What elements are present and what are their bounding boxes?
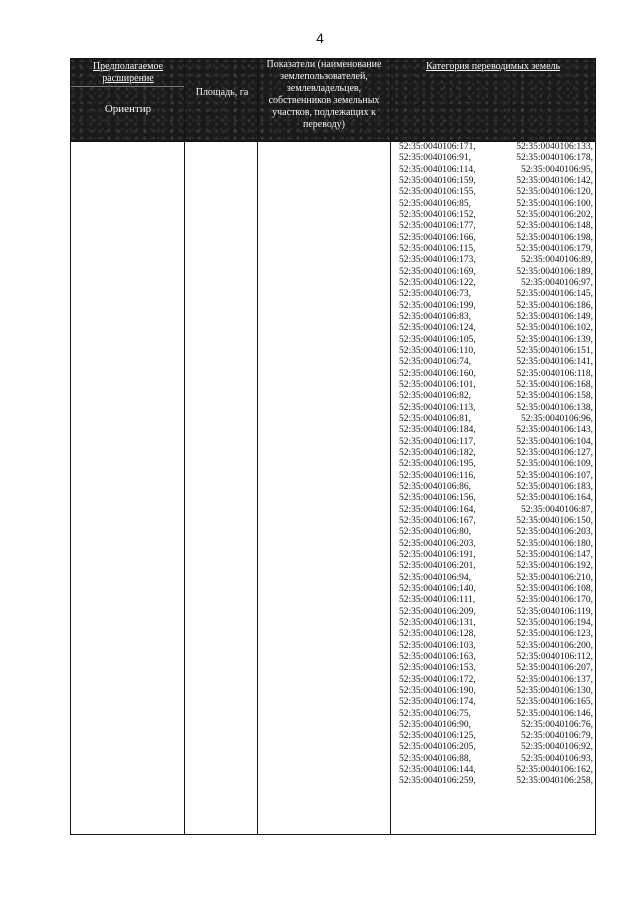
- cadastral-number-left: 52:35:0040106:164,: [399, 504, 476, 515]
- table-header: [71, 59, 595, 142]
- cadastral-number-right: 52:35:0040106:186,: [516, 300, 593, 311]
- cadastral-number-right: 52:35:0040106:151,: [516, 345, 593, 356]
- table-row: [399, 312, 593, 323]
- column-divider: [257, 59, 258, 834]
- cadastral-number-left: 52:35:0040106:140,: [399, 583, 476, 594]
- table-row: [399, 776, 593, 787]
- table-row: [399, 459, 593, 470]
- cadastral-number-right: 52:35:0040106:200,: [516, 640, 593, 651]
- table-row: [399, 493, 593, 504]
- cadastral-number-right: 52:35:0040106:203,: [516, 527, 593, 538]
- cadastral-number-right: 52:35:0040106:102,: [516, 323, 593, 334]
- cadastral-number-left: 52:35:0040106:152,: [399, 209, 476, 220]
- cadastral-number-right: 52:35:0040106:89,: [520, 255, 593, 266]
- cadastral-number-left: 52:35:0040106:111,: [399, 595, 476, 606]
- cadastral-number-right: 52:35:0040106:118,: [516, 368, 593, 379]
- table-row: [399, 720, 593, 731]
- cadastral-number-left: 52:35:0040106:156,: [399, 493, 476, 504]
- cadastral-number-right: 52:35:0040106:87,: [520, 504, 593, 515]
- cadastral-number-right: 52:35:0040106:92,: [520, 742, 593, 753]
- table-row: [399, 278, 593, 289]
- cadastral-number-right: 52:35:0040106:165,: [516, 697, 593, 708]
- cadastral-number-left: 52:35:0040106:74,: [399, 357, 472, 368]
- table-row: [399, 221, 593, 232]
- cadastral-number-right: 52:35:0040106:158,: [516, 391, 593, 402]
- table-row: [399, 471, 593, 482]
- cadastral-number-right: 52:35:0040106:164,: [516, 493, 593, 504]
- table-row: [399, 437, 593, 448]
- cadastral-number-left: 52:35:0040106:91,: [399, 153, 472, 164]
- cadastral-number-left: 52:35:0040106:166,: [399, 232, 476, 243]
- cadastral-number-left: 52:35:0040106:159,: [399, 175, 476, 186]
- table-row: [399, 369, 593, 380]
- cadastral-number-right: 52:35:0040106:150,: [516, 515, 593, 526]
- cadastral-number-right: 52:35:0040106:149,: [516, 311, 593, 322]
- table-row: [399, 561, 593, 572]
- cadastral-number-right: 52:35:0040106:183,: [516, 481, 593, 492]
- header-indicators: Показатели (наименование землепользователей, землевладельцев, собственников земельных участков, подлежащих к переводу): [266, 59, 382, 130]
- cadastral-number-right: 52:35:0040106:146,: [516, 708, 593, 719]
- table-row: [399, 289, 593, 300]
- table-row: [399, 686, 593, 697]
- table-row: [399, 425, 593, 436]
- page-number: 4: [316, 30, 324, 46]
- cadastral-number-left: 52:35:0040106:116,: [399, 470, 476, 481]
- cadastral-number-left: 52:35:0040106:81,: [399, 413, 472, 424]
- cadastral-number-left: 52:35:0040106:131,: [399, 617, 476, 628]
- table-row: [399, 165, 593, 176]
- cadastral-number-right: 52:35:0040106:168,: [516, 379, 593, 390]
- cadastral-number-right: 52:35:0040106:207,: [516, 663, 593, 674]
- table-row: [399, 176, 593, 187]
- cadastral-number-left: 52:35:0040106:209,: [399, 606, 476, 617]
- cadastral-number-right: 52:35:0040106:93,: [520, 753, 593, 764]
- cadastral-number-left: 52:35:0040106:153,: [399, 663, 476, 674]
- table-row: [399, 584, 593, 595]
- cadastral-number-right: 52:35:0040106:202,: [516, 209, 593, 220]
- cadastral-number-right: 52:35:0040106:79,: [520, 731, 593, 742]
- cadastral-number-left: 52:35:0040106:103,: [399, 640, 476, 651]
- table-row: [399, 641, 593, 652]
- table-row: [399, 142, 593, 153]
- table-row: [399, 539, 593, 550]
- cadastral-number-right: 52:35:0040106:141,: [516, 357, 593, 368]
- table-row: [399, 335, 593, 346]
- cadastral-number-left: 52:35:0040106:114,: [399, 164, 476, 175]
- cadastral-number-left: 52:35:0040106:191,: [399, 549, 476, 560]
- cadastral-number-left: 52:35:0040106:167,: [399, 515, 476, 526]
- table-row: [399, 731, 593, 742]
- cadastral-number-left: 52:35:0040106:113,: [399, 402, 476, 413]
- cadastral-number-left: 52:35:0040106:128,: [399, 629, 476, 640]
- cadastral-number-left: 52:35:0040106:195,: [399, 459, 476, 470]
- cadastral-number-left: 52:35:0040106:105,: [399, 334, 476, 345]
- cadastral-number-right: 52:35:0040106:107,: [516, 470, 593, 481]
- cadastral-number-left: 52:35:0040106:124,: [399, 323, 476, 334]
- table-row: [399, 663, 593, 674]
- cadastral-number-left: 52:35:0040106:171,: [399, 142, 476, 152]
- cadastral-number-left: 52:35:0040106:160,: [399, 368, 476, 379]
- table-row: [399, 765, 593, 776]
- table-row: [399, 323, 593, 334]
- cadastral-number-right: 52:35:0040106:192,: [516, 561, 593, 572]
- table-row: [399, 301, 593, 312]
- cadastral-number-left: 52:35:0040106:174,: [399, 697, 476, 708]
- cadastral-number-left: 52:35:0040106:201,: [399, 561, 476, 572]
- table-row: [399, 380, 593, 391]
- table-row: [399, 550, 593, 561]
- table-row: [399, 210, 593, 221]
- cadastral-number-right: 52:35:0040106:148,: [516, 221, 593, 232]
- table-row: [399, 573, 593, 584]
- cadastral-number-right: 52:35:0040106:180,: [516, 538, 593, 549]
- cadastral-number-left: 52:35:0040106:190,: [399, 685, 476, 696]
- table-row: [399, 448, 593, 459]
- cadastral-number-right: 52:35:0040106:127,: [516, 447, 593, 458]
- header-divider: [71, 86, 184, 87]
- cadastral-number-left: 52:35:0040106:90,: [399, 719, 472, 730]
- cadastral-number-right: 52:35:0040106:112,: [516, 651, 593, 662]
- cadastral-number-right: 52:35:0040106:143,: [516, 425, 593, 436]
- table-row: [399, 754, 593, 765]
- cadastral-number-left: 52:35:0040106:82,: [399, 391, 472, 402]
- cadastral-number-right: 52:35:0040106:123,: [516, 629, 593, 640]
- cadastral-number-right: 52:35:0040106:179,: [516, 243, 593, 254]
- cadastral-number-right: 52:35:0040106:142,: [516, 175, 593, 186]
- cadastral-number-right: 52:35:0040106:76,: [520, 719, 593, 730]
- cadastral-number-left: 52:35:0040106:205,: [399, 742, 476, 753]
- cadastral-number-left: 52:35:0040106:169,: [399, 266, 476, 277]
- header-category: Категория переводимых земель: [425, 61, 561, 72]
- cadastral-number-left: 52:35:0040106:203,: [399, 538, 476, 549]
- table-row: [399, 618, 593, 629]
- land-table: [70, 58, 596, 835]
- cadastral-number-right: 52:35:0040106:104,: [516, 436, 593, 447]
- table-row: [399, 267, 593, 278]
- cadastral-number-right: 52:35:0040106:194,: [516, 617, 593, 628]
- table-row: [399, 346, 593, 357]
- cadastral-number-right: 52:35:0040106:108,: [516, 583, 593, 594]
- cadastral-number-right: 52:35:0040106:130,: [516, 685, 593, 696]
- cadastral-number-left: 52:35:0040106:177,: [399, 221, 476, 232]
- cadastral-number-right: 52:35:0040106:137,: [516, 674, 593, 685]
- cadastral-number-left: 52:35:0040106:94,: [399, 572, 472, 583]
- cadastral-number-left: 52:35:0040106:83,: [399, 311, 472, 322]
- cadastral-number-right: 52:35:0040106:198,: [516, 232, 593, 243]
- cadastral-number-left: 52:35:0040106:80,: [399, 527, 472, 538]
- cadastral-number-left: 52:35:0040106:115,: [399, 243, 476, 254]
- cadastral-number-right: 52:35:0040106:258,: [516, 776, 593, 787]
- cadastral-number-left: 52:35:0040106:199,: [399, 300, 476, 311]
- cadastral-number-left: 52:35:0040106:117,: [399, 436, 476, 447]
- cadastral-number-right: 52:35:0040106:120,: [516, 187, 593, 198]
- cadastral-number-left: 52:35:0040106:73,: [399, 289, 472, 300]
- cadastral-number-left: 52:35:0040106:144,: [399, 765, 476, 776]
- table-row: [399, 516, 593, 527]
- cadastral-number-right: 52:35:0040106:162,: [516, 765, 593, 776]
- cadastral-number-left: 52:35:0040106:110,: [399, 345, 476, 356]
- header-expansion: Предполагаемое расширение: [92, 61, 164, 84]
- cadastral-number-right: 52:35:0040106:210,: [516, 572, 593, 583]
- cadastral-number-right: 52:35:0040106:96,: [520, 413, 593, 424]
- table-row: [399, 709, 593, 720]
- table-row: [399, 675, 593, 686]
- cadastral-number-left: 52:35:0040106:155,: [399, 187, 476, 198]
- cadastral-number-right: 52:35:0040106:133,: [516, 142, 593, 152]
- table-row: [399, 233, 593, 244]
- header-area: Площадь, га: [195, 87, 249, 98]
- cadastral-number-right: 52:35:0040106:178,: [516, 153, 593, 164]
- cadastral-number-right: 52:35:0040106:147,: [516, 549, 593, 560]
- cadastral-number-left: 52:35:0040106:173,: [399, 255, 476, 266]
- cadastral-number-left: 52:35:0040106:172,: [399, 674, 476, 685]
- column-divider: [390, 59, 391, 834]
- header-orientation: Ориентир: [104, 103, 152, 115]
- table-row: [399, 697, 593, 708]
- cadastral-number-right: 52:35:0040106:170,: [516, 595, 593, 606]
- table-row: [399, 629, 593, 640]
- table-row: [399, 187, 593, 198]
- cadastral-number-left: 52:35:0040106:163,: [399, 651, 476, 662]
- table-row: [399, 595, 593, 606]
- cadastral-number-left: 52:35:0040106:259,: [399, 776, 476, 787]
- table-row: [399, 357, 593, 368]
- table-row: [399, 391, 593, 402]
- cadastral-number-left: 52:35:0040106:101,: [399, 379, 476, 390]
- cadastral-number-right: 52:35:0040106:189,: [516, 266, 593, 277]
- table-row: [399, 153, 593, 164]
- cadastral-number-left: 52:35:0040106:86,: [399, 481, 472, 492]
- table-row: [399, 505, 593, 516]
- cadastral-number-left: 52:35:0040106:122,: [399, 277, 476, 288]
- cadastral-number-right: 52:35:0040106:145,: [516, 289, 593, 300]
- cadastral-number-right: 52:35:0040106:100,: [516, 198, 593, 209]
- table-row: [399, 527, 593, 538]
- table-row: [399, 482, 593, 493]
- cadastral-number-right: 52:35:0040106:109,: [516, 459, 593, 470]
- column-divider: [184, 59, 185, 834]
- table-row: [399, 255, 593, 266]
- cadastral-number-right: 52:35:0040106:97,: [520, 277, 593, 288]
- cadastral-number-left: 52:35:0040106:182,: [399, 447, 476, 458]
- table-row: [399, 199, 593, 210]
- table-row: [399, 403, 593, 414]
- cadastral-number-left: 52:35:0040106:184,: [399, 425, 476, 436]
- cadastral-number-right: 52:35:0040106:139,: [516, 334, 593, 345]
- cadastral-number-right: 52:35:0040106:119,: [516, 606, 593, 617]
- table-row: [399, 607, 593, 618]
- table-row: [399, 414, 593, 425]
- cadastral-number-right: 52:35:0040106:95,: [520, 164, 593, 175]
- cadastral-number-left: 52:35:0040106:88,: [399, 753, 472, 764]
- table-row: [399, 244, 593, 255]
- cadastral-number-left: 52:35:0040106:125,: [399, 731, 476, 742]
- cadastral-number-left: 52:35:0040106:85,: [399, 198, 472, 209]
- cadastral-number-right: 52:35:0040106:138,: [516, 402, 593, 413]
- cadastral-number-left: 52:35:0040106:75,: [399, 708, 472, 719]
- table-row: [399, 652, 593, 663]
- table-row: [399, 742, 593, 753]
